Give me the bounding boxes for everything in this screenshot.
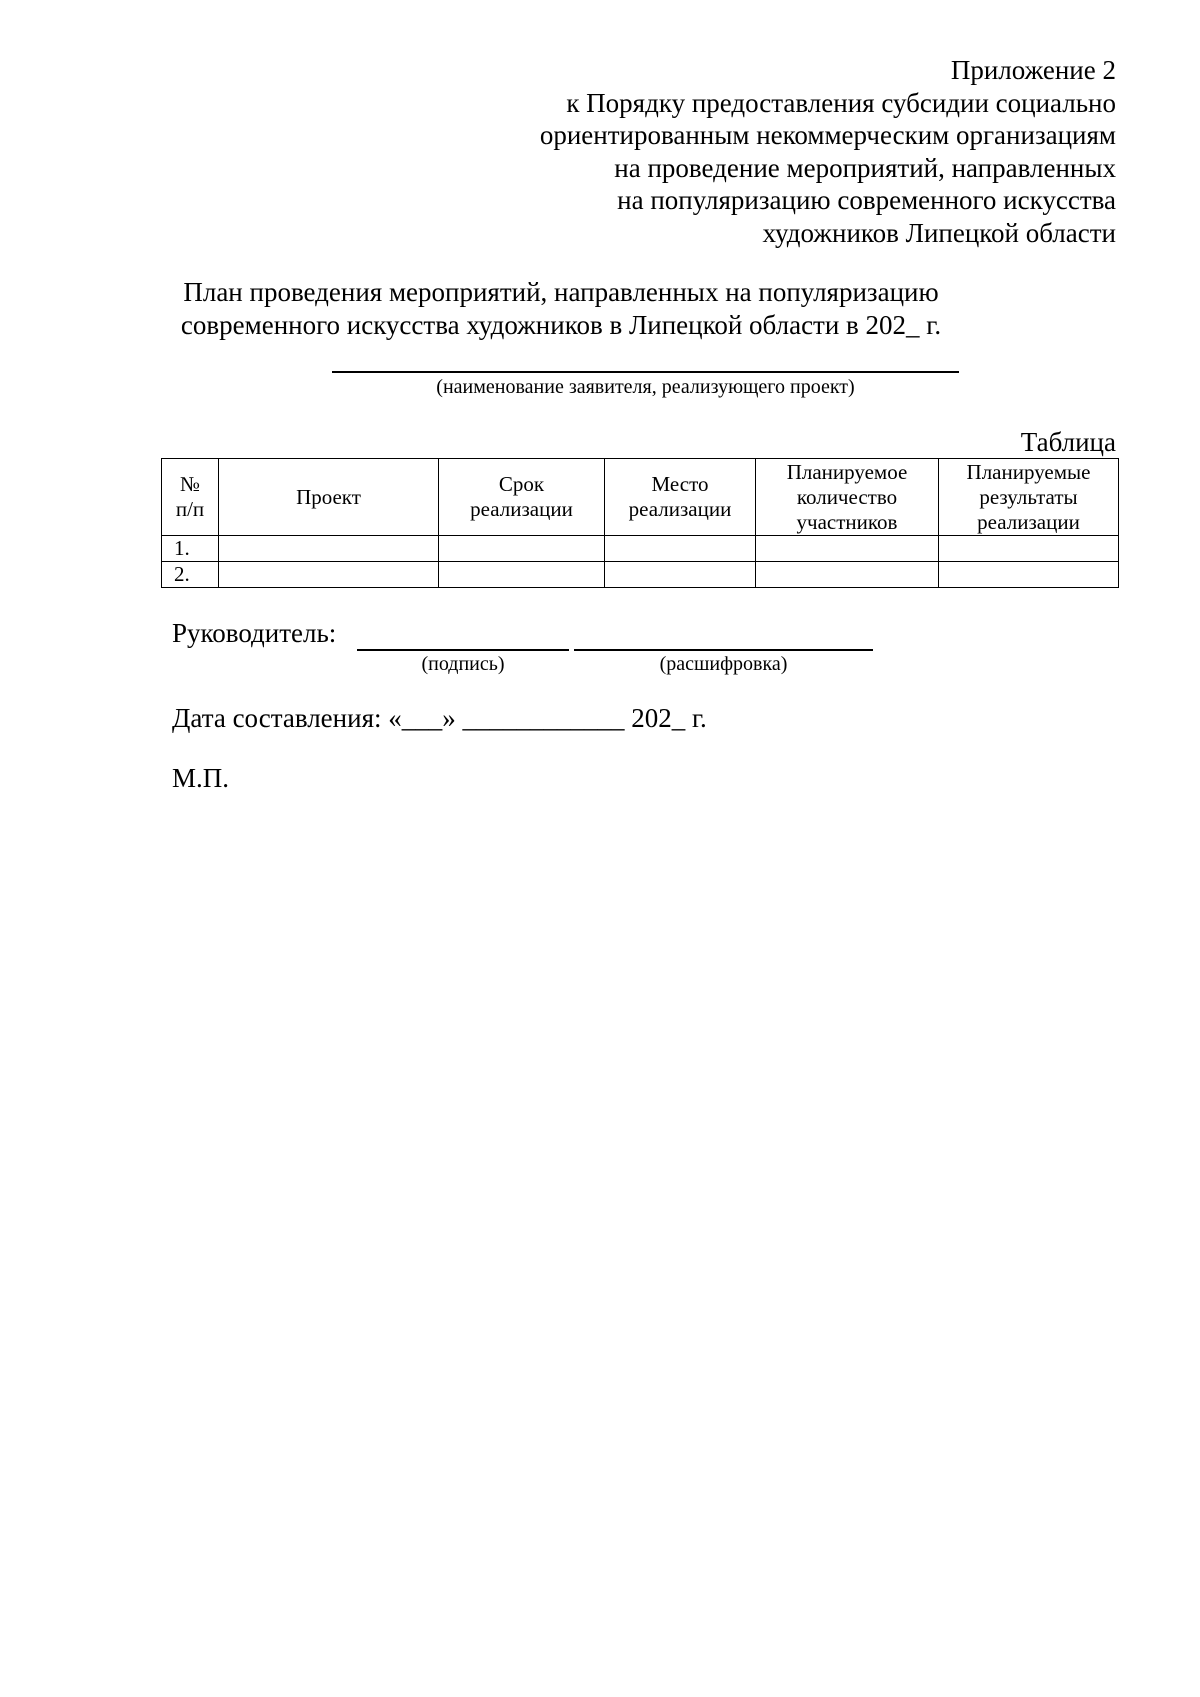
table-row: [162, 536, 1119, 562]
table-header-row: [162, 459, 1119, 536]
header-cell-number: [162, 459, 219, 536]
header-label: Планируемое количество участников: [786, 459, 908, 534]
appendix-line: художников Липецкой области: [762, 217, 1116, 248]
header-label: Проект: [296, 484, 361, 509]
plan-title-line: План проведения мероприятий, направленных на популяризацию: [183, 277, 939, 307]
plan-title-line: современного искусства художников в Липецкой области в 202_ г.: [180, 310, 942, 340]
appendix-line: Приложение 2: [950, 55, 1116, 85]
header-label: Срок реализации: [470, 472, 573, 521]
decoding-line[interactable]: [574, 649, 873, 651]
table-cell[interactable]: [756, 536, 939, 562]
table-cell[interactable]: [439, 562, 605, 588]
compilation-date: Дата составления: «___» ____________ 202_ г.: [172, 703, 707, 733]
header-label: № п/п: [175, 472, 205, 521]
table-cell-number: 1.: [162, 536, 219, 562]
signature-line[interactable]: [357, 649, 569, 651]
table-cell[interactable]: [939, 536, 1119, 562]
table-cell[interactable]: [219, 536, 439, 562]
decoding-caption: (расшифровка): [659, 653, 788, 675]
header-label: Место реализации: [628, 472, 732, 521]
header-cell-period: [439, 459, 605, 536]
table-cell[interactable]: [939, 562, 1119, 588]
stamp-placeholder: М.П.: [172, 763, 230, 793]
table-cell[interactable]: [219, 562, 439, 588]
appendix-line: на популяризацию современного искусства: [617, 185, 1116, 215]
table-cell[interactable]: [605, 562, 756, 588]
applicant-name-line[interactable]: [332, 371, 959, 373]
appendix-line: ориентированным некоммерческим организациям: [539, 120, 1116, 150]
header-label: Планируемые результаты реализации: [966, 459, 1091, 534]
head-signature-label: Руководитель:: [172, 618, 337, 648]
applicant-caption: (наименование заявителя, реализующего проект): [436, 376, 855, 398]
header-cell-project: [219, 459, 439, 536]
signature-caption: (подпись): [421, 653, 505, 675]
table-cell[interactable]: [756, 562, 939, 588]
appendix-line: на проведение мероприятий, направленных: [614, 152, 1116, 183]
table-row: [162, 562, 1119, 588]
table-label: Таблица: [1020, 427, 1116, 457]
table-cell[interactable]: [439, 536, 605, 562]
appendix-line: к Порядку предоставления субсидии социально: [566, 87, 1116, 118]
table-cell-number: 2.: [162, 562, 219, 588]
header-cell-participants: [756, 459, 939, 536]
header-cell-place: [605, 459, 756, 536]
plan-table: [161, 458, 1119, 588]
table-cell[interactable]: [605, 536, 756, 562]
header-cell-results: [939, 459, 1119, 536]
appendix-header: [540, 54, 1116, 249]
